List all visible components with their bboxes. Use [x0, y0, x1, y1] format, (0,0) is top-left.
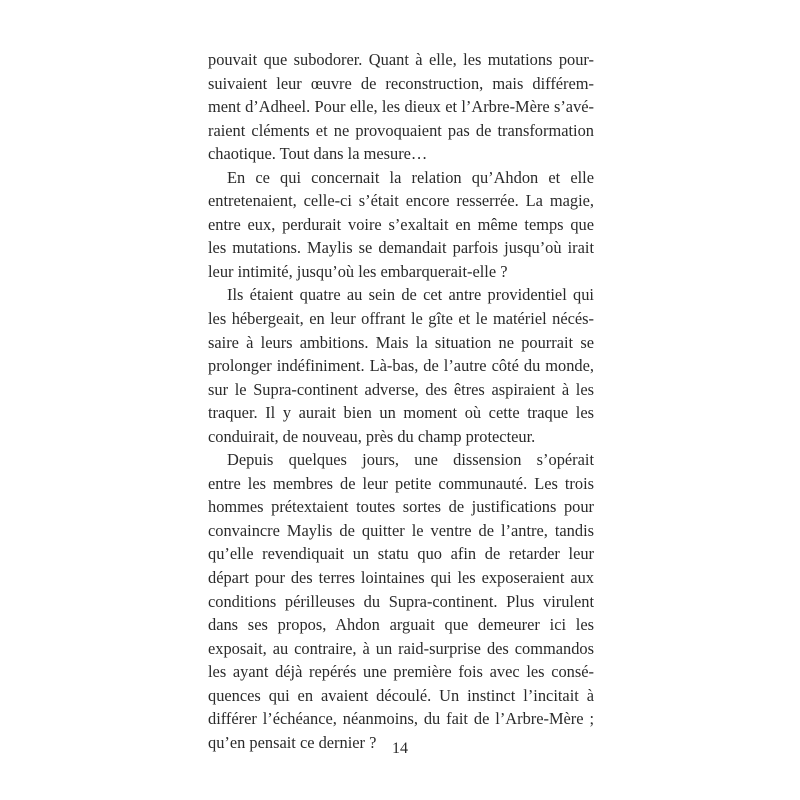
text-line: entre eux, perdurait voire s’exaltait en même temps que	[208, 214, 594, 234]
text-line: prolonger indéfiniment. Là-bas, de l’autre côté du monde,	[208, 356, 594, 376]
text-line: dans ses propos, Ahdon arguait que demeurer ici les	[208, 615, 594, 635]
text-line: Ils étaient quatre au sein de cet antre providentiel qui	[227, 285, 594, 305]
text-line: différer l’échéance, néanmoins, du fait de l’Arbre-Mère ;	[208, 709, 594, 729]
text-line: pouvait que subodorer. Quant à elle, les mutations pour-	[208, 50, 594, 69]
text-line: qu’en pensait ce dernier ?	[208, 732, 377, 752]
text-line: En ce qui concernait la relation qu’Ahdon et elle	[227, 167, 594, 187]
text-line: les ayant déjà repérés une première fois avec les consé-	[208, 662, 594, 682]
text-line: sur le Supra-continent adverse, des êtres aspiraient à les	[208, 379, 594, 399]
text-line: exposait, au contraire, à un raid-surprise des commandos	[208, 638, 594, 658]
text-line: convaincre Maylis de quitter le ventre de l’antre, tandis	[208, 520, 594, 540]
text-line: ment d’Adheel. Pour elle, les dieux et l’Arbre-Mère s’avé-	[208, 97, 594, 117]
text-line: entretenaient, celle-ci s’était encore resserrée. La magie,	[208, 191, 594, 211]
text-line: quences qui en avaient découlé. Un instinct l’incitait à	[208, 685, 594, 705]
text-line: traquer. Il y aurait bien un moment où cette traque les	[208, 403, 594, 423]
paragraph	[208, 283, 594, 448]
text-line: conditions périlleuses du Supra-continent. Plus virulent	[208, 591, 594, 611]
text-line: entre les membres de leur petite communauté. Les trois	[208, 473, 594, 493]
paragraph	[208, 166, 594, 284]
text-line: les mutations. Maylis se demandait parfois jusqu’où irait	[208, 238, 594, 258]
text-line: départ pour des terres lointaines qui les exposeraient aux	[208, 568, 594, 588]
text-line: les hébergeait, en leur offrant le gîte et le matériel nécés-	[208, 309, 594, 329]
body-text	[208, 48, 594, 754]
text-line: suivaient leur œuvre de reconstruction, mais différem-	[208, 73, 594, 93]
text-line: raient cléments et ne provoquaient pas de transformation	[208, 120, 594, 140]
text-line: leur intimité, jusqu’où les embarquerait-elle ?	[208, 261, 508, 281]
text-line: conduirait, de nouveau, près du champ protecteur.	[208, 426, 536, 446]
text-line: qu’elle revendiquait un statu quo afin de retarder leur	[208, 544, 594, 564]
page-number: 14	[392, 740, 408, 757]
text-line: saire à leurs ambitions. Mais la situation ne pourrait se	[208, 332, 594, 352]
text-line: Depuis quelques jours, une dissension s’opérait	[227, 450, 594, 470]
paragraph	[208, 448, 594, 754]
text-line: chaotique. Tout dans la mesure…	[208, 144, 428, 164]
text-line: hommes prétextaient toutes sortes de justifications pour	[208, 497, 594, 517]
paragraph	[208, 48, 594, 166]
